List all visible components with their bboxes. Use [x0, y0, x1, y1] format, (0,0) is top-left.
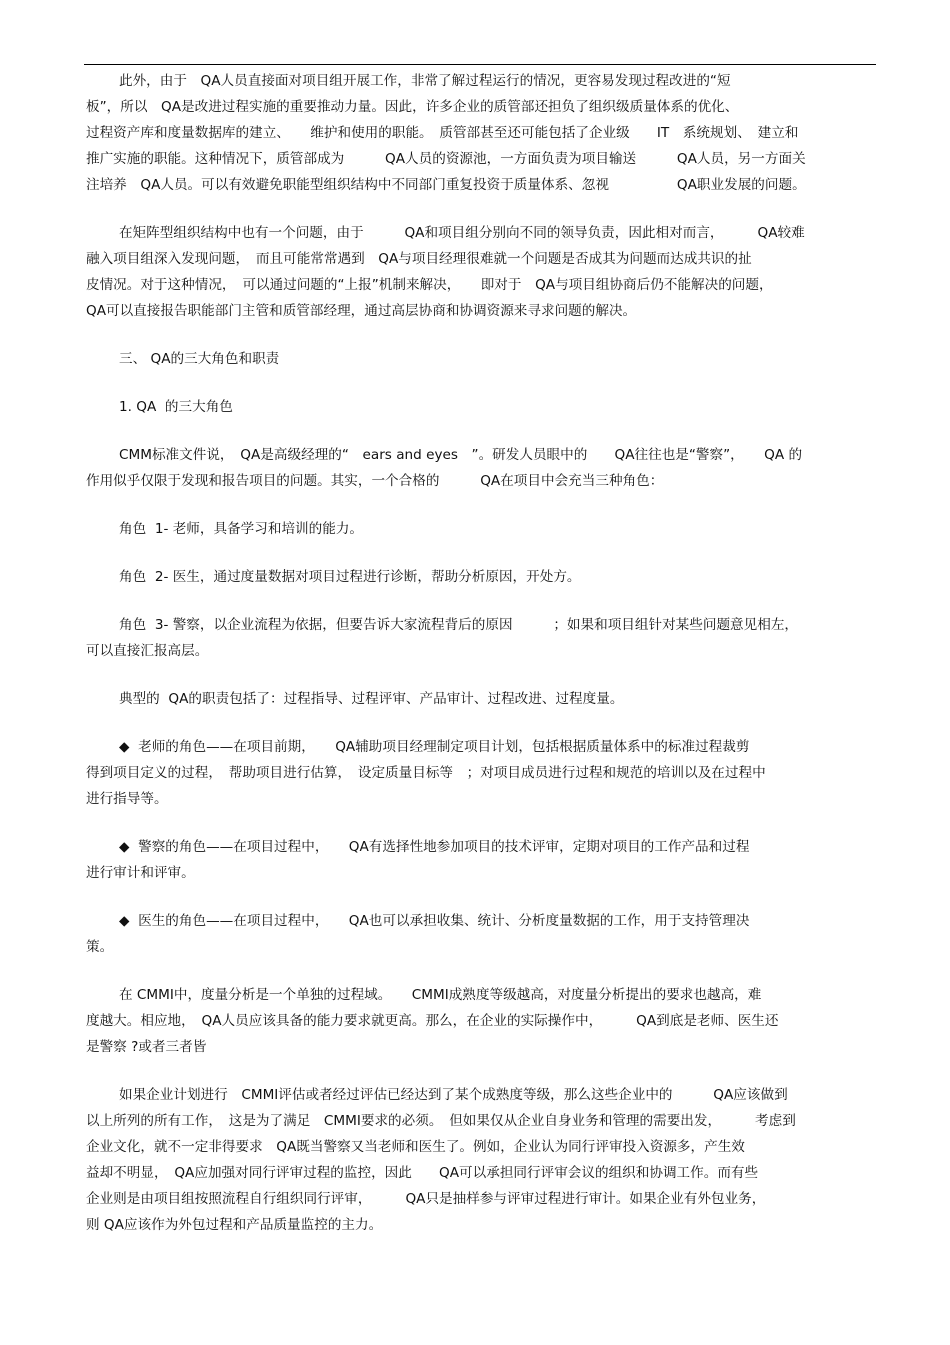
paragraph-qa-improvement — [86, 68, 876, 198]
text-line: 作用似乎仅限于发现和报告项目的问题。其实，一个合格的 QA在项目中会充当三种角色： — [86, 473, 664, 489]
section-heading — [86, 346, 876, 372]
text-line: 得到项目定义的过程， 帮助项目进行估算， 设定质量目标等 ；对项目成员进行过程和规范的培训以及在过程中 — [86, 765, 766, 781]
paragraph-typical-duties — [86, 686, 876, 712]
paragraph-matrix-structure — [86, 220, 876, 324]
text-line: 进行指导等。 — [86, 791, 168, 807]
text-line: 角色 3- 警察，以企业流程为依据，但要告诉大家流程背后的原因 ；如果和项目组针对某些问题意见相左， — [119, 617, 799, 633]
text-line: ◆ 老师的角色——在项目前期， QA辅助项目经理制定项目计划，包括根据质量体系中的标准过程裁剪 — [119, 739, 750, 755]
role-police — [86, 612, 876, 664]
text-line: CMM标准文件说， QA是高级经理的“ ears and eyes ”。研发人员眼中的 QA往往也是“警察”， QA 的 — [119, 447, 803, 463]
role-doctor — [86, 564, 876, 590]
text-line: 推广实施的职能。这种情况下，质管部成为 QA人员的资源池，一方面负责为项目输送 QA人员，另一方面关 — [86, 151, 806, 167]
bullet-doctor-role — [86, 908, 876, 960]
text-line: 以上所列的所有工作， 这是为了满足 CMMI要求的必须。 但如果仅从企业自身业务和管理的需要出发， 考虑到 — [86, 1113, 796, 1129]
text-line: 融入项目组深入发现问题， 而且可能常常遇到 QA与项目经理很难就一个问题是否成其为问题而达成共识的扯 — [86, 251, 752, 267]
text-line: 板”，所以 QA是改进过程实施的重要推动力量。因此，许多企业的质管部还担负了组织级质量体系的优化、 — [86, 99, 739, 115]
text-line: 度越大。相应地， QA人员应该具备的能力要求就更高。那么，在企业的实际操作中， QA到底是老师、医生还 — [86, 1013, 779, 1029]
text-line: 角色 1- 老师，具备学习和培训的能力。 — [119, 521, 364, 537]
text-line: 注培养 QA人员。可以有效避免职能型组织结构中不同部门重复投资于质量体系、忽视 QA职业发展的问题。 — [86, 177, 806, 193]
text-line: 皮情况。对于这种情况， 可以通过问题的“上报”机制来解决， 即对于 QA与项目组协商后仍不能解决的问题， — [86, 277, 773, 293]
text-line: 在 CMMI中，度量分析是一个单独的过程域。 CMMI成熟度等级越高，对度量分析提出的要求也越高，难 — [119, 987, 762, 1003]
text-line: 企业文化，就不一定非得要求 QA既当警察又当老师和医生了。例如，企业认为同行评审投入资源多，产生效 — [86, 1139, 745, 1155]
role-teacher — [86, 516, 876, 542]
paragraph-cmmi-assessment — [86, 1082, 876, 1238]
text-line: 进行审计和评审。 — [86, 865, 195, 881]
paragraph-cmmi-measurement — [86, 982, 876, 1060]
text-line: ◆ 警察的角色——在项目过程中， QA有选择性地参加项目的技术评审，定期对项目的工作产品和过程 — [119, 839, 750, 855]
text-line: 典型的 QA的职责包括了：过程指导、过程评审、产品审计、过程改进、过程度量。 — [119, 691, 624, 707]
heading-text: 1. QA 的三大角色 — [119, 399, 233, 415]
text-line: ◆ 医生的角色——在项目过程中， QA也可以承担收集、统计、分析度量数据的工作，用于支持管理决 — [119, 913, 750, 929]
text-line: 过程资产库和度量数据库的建立、 维护和使用的职能。 质管部甚至还可能包括了企业级 IT 系统规划、 建立和 — [86, 125, 799, 141]
text-line: 益却不明显， QA应加强对同行评审过程的监控，因此 QA可以承担同行评审会议的组织和协调工作。而有些 — [86, 1165, 759, 1181]
text-line: 角色 2- 医生，通过度量数据对项目过程进行诊断，帮助分析原因，开处方。 — [119, 569, 581, 585]
text-line: 可以直接汇报高层。 — [86, 643, 209, 659]
text-line: 如果企业计划进行 CMMI评估或者经过评估已经达到了某个成熟度等级，那么这些企业中的 QA应该做到 — [119, 1087, 788, 1103]
text-line: QA可以直接报告职能部门主管和质管部经理，通过高层协商和协调资源来寻求问题的解决。 — [86, 303, 637, 319]
bullet-police-role — [86, 834, 876, 886]
text-line: 是警察 ?或者三者皆 — [86, 1039, 207, 1055]
text-line: 在矩阵型组织结构中也有一个问题，由于 QA和项目组分别向不同的领导负责，因此相对而言， QA较难 — [119, 225, 805, 241]
text-line: 策。 — [86, 939, 114, 955]
text-line: 此外，由于 QA人员直接面对项目组开展工作，非常了解过程运行的情况，更容易发现过程改进的“短 — [119, 73, 731, 89]
text-line: 则 QA应该作为外包过程和产品质量监控的主力。 — [86, 1217, 383, 1233]
header-rule — [84, 64, 876, 65]
text-line: 企业则是由项目组按照流程自行组织同行评审， QA只是抽样参与评审过程进行审计。如果企业有外包业务， — [86, 1191, 766, 1207]
bullet-teacher-role — [86, 734, 876, 812]
subsection-heading — [86, 394, 876, 420]
paragraph-cmm-standard — [86, 442, 876, 494]
heading-text: 三、 QA的三大角色和职责 — [119, 351, 280, 367]
document-body — [86, 68, 876, 1238]
